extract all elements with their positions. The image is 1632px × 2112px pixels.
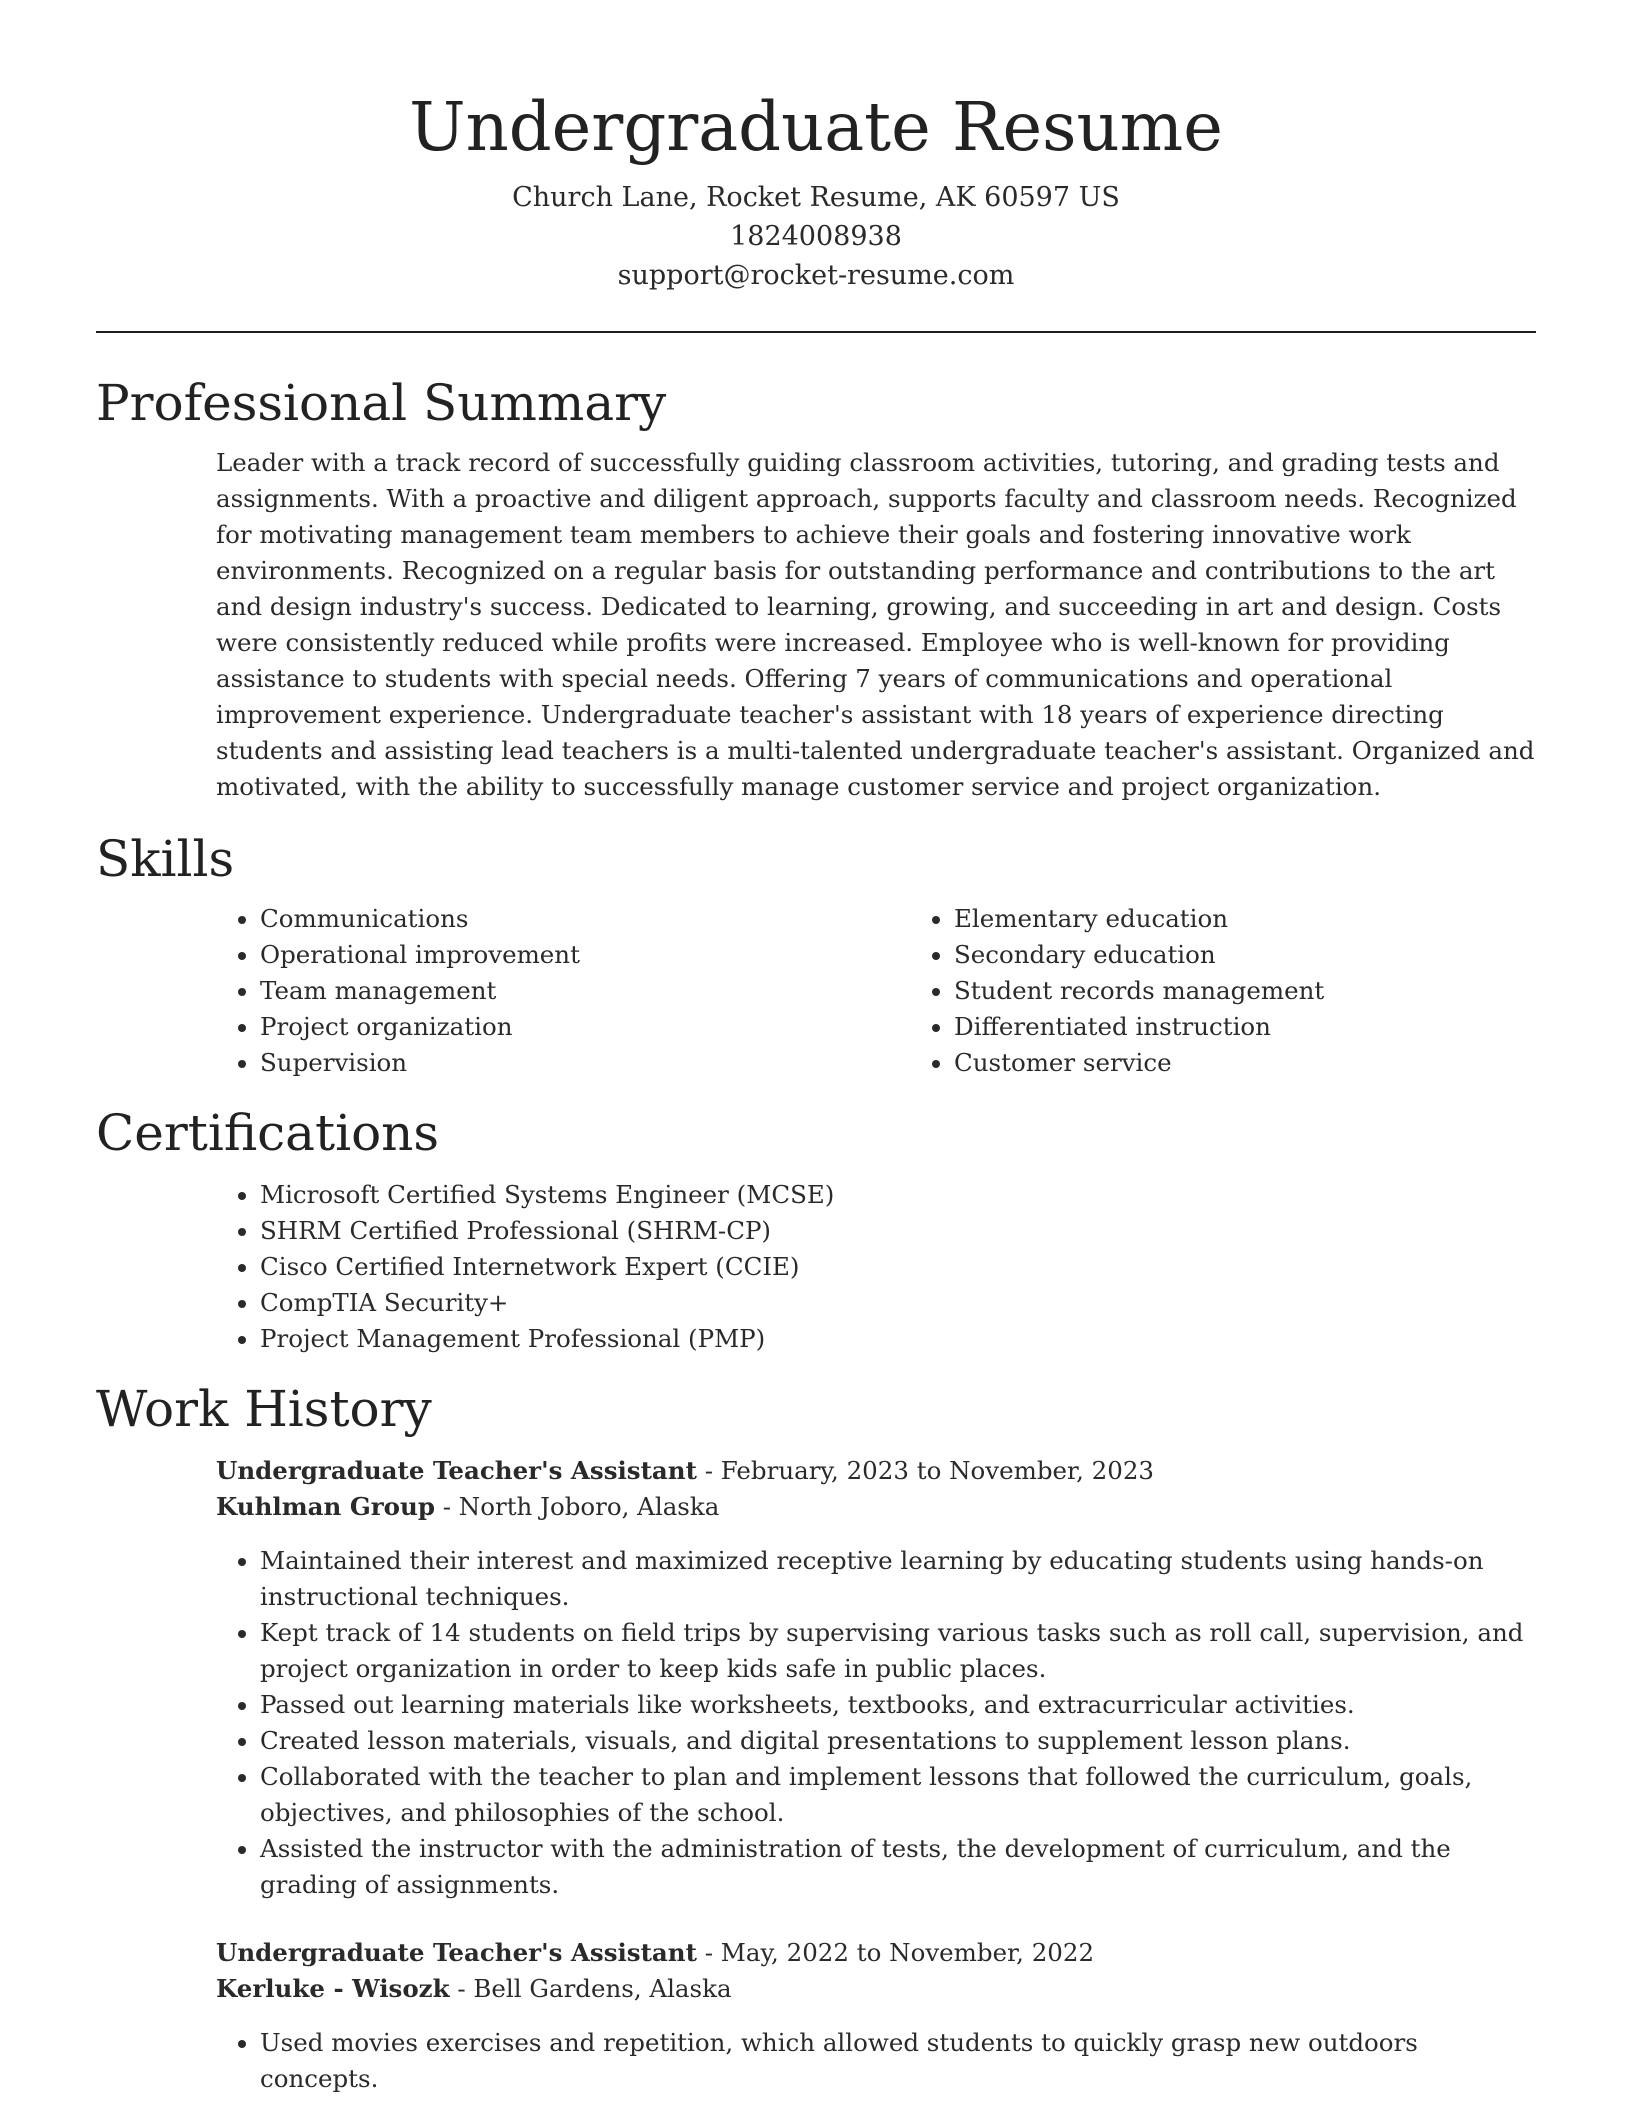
- certifications-list: [96, 1177, 1536, 1357]
- skill-item: • Supervision: [260, 1045, 910, 1081]
- skill-item: • Student records management: [954, 973, 1604, 1009]
- skill-item: • Differentiated instruction: [954, 1009, 1604, 1045]
- job-bullets: [216, 1543, 1536, 1903]
- job-entry: [96, 1453, 1536, 1903]
- header-divider: [96, 331, 1536, 333]
- certification-item: • Project Management Professional (PMP): [260, 1321, 1536, 1357]
- job-bullet: • Collaborated with the teacher to plan and implement lessons that followed the curriculum, goals, objectives, and philosophies of the school.: [260, 1759, 1536, 1831]
- skills-column-left: [216, 901, 910, 1081]
- email: support@rocket-resume.com: [617, 260, 1015, 291]
- certification-item: • Microsoft Certified Systems Engineer (MCSE): [260, 1177, 1536, 1213]
- skill-item: • Project organization: [260, 1009, 910, 1045]
- skill-item: • Elementary education: [954, 901, 1604, 937]
- resume-page: [96, 0, 1536, 2097]
- job-dates: - May, 2022 to November, 2022: [696, 1938, 1095, 1967]
- certifications-heading: Certifications: [96, 1104, 440, 1162]
- job-dates: - February, 2023 to November, 2023: [696, 1456, 1154, 1485]
- skill-item: • Communications: [260, 901, 910, 937]
- job-title: Undergraduate Teacher's Assistant: [216, 1938, 697, 1967]
- job-bullet: • Assisted the instructor with the administration of tests, the development of curriculum, and the grading of assignments.: [260, 1831, 1536, 1903]
- summary-text: Leader with a track record of successfully guiding classroom activities, tutoring, and grading tests and assignments. With a proactive and diligent approach, supports faculty and classroom needs. Recognized for motivating management team members to achieve their goals and fostering innovative work environments. Recognized on a regular basis for outstanding performance and contributions to the art and design industry's success. Dedicated to learning, growing, and succeeding in art and design. Costs were consistently reduced while profits were increased. Employee who is well-known for providing assistance to students with special needs. Offering 7 years of communications and operational improvement experience. Undergraduate teacher's assistant with 18 years of experience directing students and assisting lead teachers is a multi-talented undergraduate teacher's assistant. Organized and motivated, with the ability to successfully manage customer service and project organization.: [216, 448, 1535, 801]
- certification-item: • SHRM Certified Professional (SHRM-CP): [260, 1213, 1536, 1249]
- address: Church Lane, Rocket Resume, AK 60597 US: [512, 182, 1120, 213]
- phone: 1824008938: [730, 221, 902, 252]
- skills-list: [96, 901, 1536, 1081]
- skill-item: • Team management: [260, 973, 910, 1009]
- skill-item: • Customer service: [954, 1045, 1604, 1081]
- job-employer: [216, 1971, 1536, 2007]
- skill-item: • Operational improvement: [260, 937, 910, 973]
- job-entry: [96, 1935, 1536, 2097]
- job-employer: [216, 1489, 1536, 1525]
- job-bullet: • Passed out learning materials like worksheets, textbooks, and extracurricular activities.: [260, 1687, 1536, 1723]
- job-bullet: • Maintained their interest and maximized receptive learning by educating students using hands-on instructional techniques.: [260, 1543, 1536, 1615]
- job-location: - Bell Gardens, Alaska: [449, 1974, 732, 2003]
- job-bullets: [216, 2025, 1536, 2097]
- job-bullet: • Used movies exercises and repetition, which allowed students to quickly grasp new outdoors concepts.: [260, 2025, 1536, 2097]
- skills-column-right: [910, 901, 1604, 1081]
- certification-item: • Cisco Certified Internetwork Expert (CCIE): [260, 1249, 1536, 1285]
- job-header: [216, 1935, 1536, 1971]
- job-header: [216, 1453, 1536, 1489]
- skill-item: • Secondary education: [954, 937, 1604, 973]
- contact-block: [96, 178, 1536, 295]
- job-title: Undergraduate Teacher's Assistant: [216, 1456, 697, 1485]
- job-bullet: • Kept track of 14 students on field trips by supervising various tasks such as roll call, supervision, and project organization in order to keep kids safe in public places.: [260, 1615, 1536, 1687]
- resume-title: Undergraduate Resume: [409, 88, 1223, 166]
- company-name: Kuhlman Group: [216, 1492, 435, 1521]
- job-location: - North Joboro, Alaska: [434, 1492, 720, 1521]
- skills-heading: Skills: [96, 830, 235, 888]
- company-name: Kerluke - Wisozk: [216, 1974, 450, 2003]
- work-history-heading: Work History: [96, 1380, 432, 1438]
- certification-item: • CompTIA Security+: [260, 1285, 1536, 1321]
- job-bullet: • Created lesson materials, visuals, and digital presentations to supplement lesson plans.: [260, 1723, 1536, 1759]
- summary-heading: Professional Summary: [96, 374, 667, 432]
